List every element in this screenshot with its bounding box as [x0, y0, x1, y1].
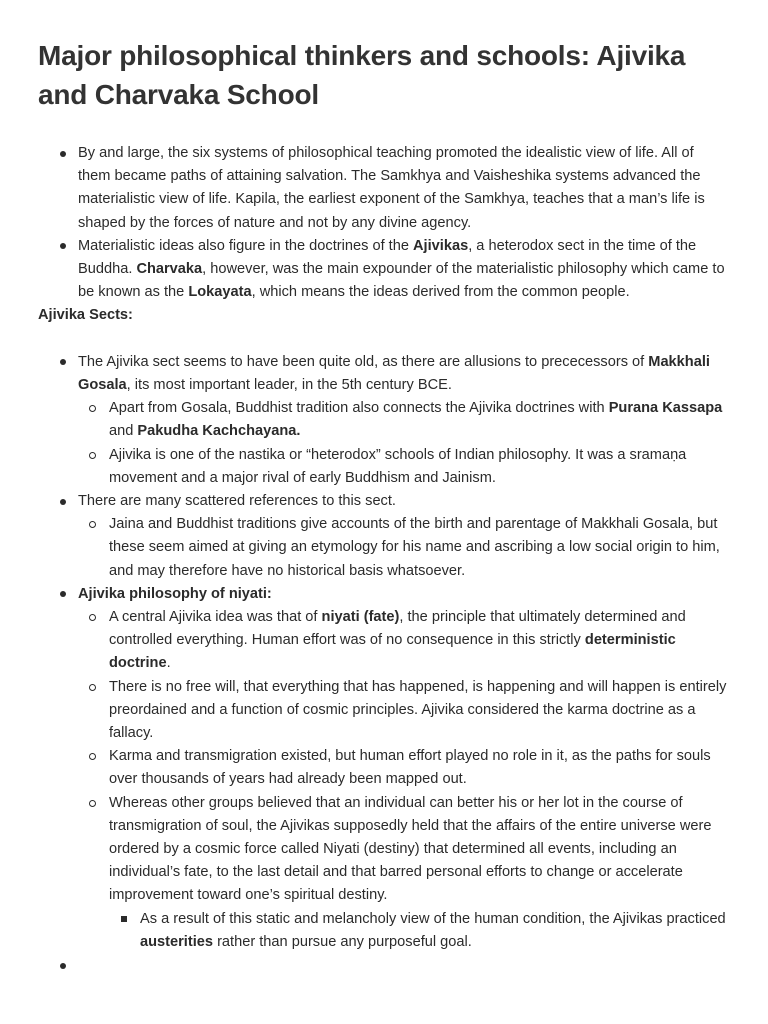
- term-austerities: austerities: [140, 933, 214, 950]
- item-text: Materialistic ideas also figure in the doctrines of the: [78, 237, 414, 254]
- sub-list-item: [109, 606, 730, 676]
- item-text: , a heterodox sect in the time of the Buddha.: [78, 237, 697, 278]
- item-text: By and large, the six systems of philosophical teaching promoted the idealistic view of life. All of them became paths of attaining salvation. The Samkhya and Vaisheshika systems advanced the materialistic view of life. Kapila, the earliest exponent of the Samkhya, teaches that a man’s life is shaped by the forces of nature and not by any divine agency.: [78, 145, 705, 231]
- term-pakudha-kachchayana: Pakudha Kachchayana.: [137, 423, 301, 440]
- article-body: [38, 142, 730, 977]
- empty-list-item: [78, 954, 730, 977]
- item-text: , its most important leader, in the 5th century BCE.: [126, 377, 452, 394]
- list-item: [78, 142, 730, 235]
- item-text: A central Ajivika idea was that of: [109, 609, 322, 626]
- item-text: Jaina and Buddhist traditions give accounts of the birth and parentage of Makkhali Gosala, but these seem aimed at giving an etymology for his name and ascribing a low social origin to him, and may therefore have no historical basis whatsoever.: [109, 516, 720, 579]
- sub-list-item: [109, 792, 730, 954]
- item-text: There are many scattered references to this sect.: [78, 493, 396, 510]
- item-text: Karma and transmigration existed, but human effort played no role in it, as the paths for souls over thousands of years had already been mapped out.: [109, 748, 711, 788]
- term-makkhali-gosala: Makkhali Gosala: [78, 353, 710, 394]
- item-text: As a result of this static and melancholy view of the human condition, the Ajivikas practiced: [140, 910, 726, 927]
- term-purana-kassapa: Purana Kassapa: [608, 400, 723, 417]
- sub-list-item: [109, 513, 730, 583]
- item-text: .: [166, 655, 171, 672]
- term-niyati: niyati (fate): [321, 609, 400, 626]
- list-item: [78, 235, 730, 305]
- item-text: Apart from Gosala, Buddhist tradition also connects the Ajivika doctrines with: [109, 400, 609, 417]
- sects-list: [38, 351, 730, 977]
- item-text: The Ajivika sect seems to have been quite old, as there are allusions to prececessors of: [78, 353, 649, 370]
- list-item: [78, 583, 730, 954]
- item-text: Whereas other groups believed that an individual can better his or her lot in the course of transmigration of soul, the Ajivikas supposedly held that the affairs of the entire universe were ordered by a cosmic force called Niyati (destiny) that determined all events, including an individual’s fate, to the last detail and that barred personal efforts to change or accelerate improvement toward one’s spiritual destiny.: [109, 794, 712, 904]
- item-text: , which means the ideas derived from the common people.: [251, 284, 630, 301]
- nested-list-item: [140, 908, 730, 954]
- sub-list-item: [109, 397, 730, 443]
- item-text: rather than pursue any purposeful goal.: [213, 933, 472, 950]
- sub-list-item: [109, 676, 730, 746]
- term-ajivikas: Ajivikas: [413, 237, 469, 254]
- item-text: Ajivika is one of the nastika or “heterodox” schools of Indian philosophy. It was a sramaṇa movement and a major rival of early Buddhism and Jainism.: [109, 446, 687, 486]
- sub-list-item: [109, 745, 730, 791]
- list-item: [78, 351, 730, 490]
- item-text: , the principle that ultimately determined and controlled everything. Human effort was of no consequence in this strictly: [109, 609, 686, 649]
- section-heading: Ajivika Sects:: [38, 307, 133, 324]
- term-lokayata: Lokayata: [188, 284, 252, 301]
- list-item: [78, 490, 730, 583]
- sub-list-item: [109, 444, 730, 490]
- item-text: , however, was the main expounder of the materialistic philosophy which came to be known as the: [78, 261, 725, 301]
- sub-list: [78, 513, 730, 583]
- page-title: Major philosophical thinkers and schools: Ajivika and Charvaka School: [38, 40, 686, 110]
- sub-list: [78, 606, 730, 954]
- item-text: and: [109, 423, 138, 440]
- sub-list: [78, 397, 730, 490]
- nested-list: [109, 908, 730, 954]
- item-text: There is no free will, that everything that has happened, is happening and will happen is entirely preordained and a function of cosmic principles. Ajivika considered the karma doctrine as a fallacy.: [109, 678, 727, 742]
- term-deterministic-doctrine: deterministic doctrine: [109, 632, 676, 672]
- term-charvaka: Charvaka: [136, 261, 203, 278]
- subsection-label: Ajivika philosophy of niyati:: [78, 585, 272, 602]
- intro-list: [38, 142, 730, 304]
